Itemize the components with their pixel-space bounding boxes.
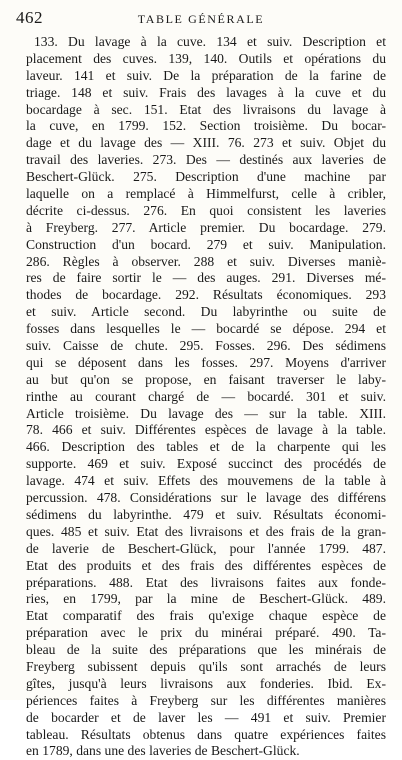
text-line: supporte. 469 et suiv. Exposé succinct des procédés de (26, 456, 386, 472)
text-line: thodes de bocardage. 292. Résultats économiques. 293 (26, 287, 386, 303)
text-line: Etat comparatif des frais qu'exige chaque espèce de (26, 608, 386, 624)
text-line: laveur. 141 et suiv. De la préparation de la farine de (26, 67, 386, 83)
text-line: Article troisième. Du lavage des — sur la table. XIII. (26, 405, 386, 421)
text-line: ques. 485 et suiv. Etat des livraisons et des frais de la gran- (26, 523, 386, 539)
text-line: décrite ci-dessus. 276. En quoi consistent les laveries (26, 202, 386, 218)
text-line: Etat des produits et des frais des différentes espèces de (26, 557, 386, 573)
page-number: 462 (16, 8, 43, 27)
text-line: percussion. 478. Considérations sur le lavage des différens (26, 490, 386, 506)
text-line: Freyberg subissent depuis qu'ils sont arrachés de leurs (26, 658, 386, 674)
text-line: rinthe au courant chargé de — bocardé. 301 et suiv. (26, 388, 386, 404)
text-line: dage et du lavage des — XIII. 76. 273 et suiv. Objet du (26, 135, 386, 151)
text-line: 133. Du lavage à la cuve. 134 et suiv. Description et (34, 34, 386, 49)
page-header (16, 8, 386, 30)
index-text-body (26, 34, 386, 760)
text-line: préparations. 488. Etat des livraisons faites aux fonde- (26, 574, 386, 590)
text-line: gîtes, jusqu'à leurs livraisons aux fonderies. Ibid. Ex- (26, 675, 386, 691)
text-line: bocardage à sec. 151. Etat des livraisons du lavage à (26, 101, 386, 117)
text-line: de laverie de Beschert-Glück, pour l'année 1799. 487. (26, 540, 386, 556)
running-head: TABLE GÉNÉRALE (137, 12, 265, 26)
text-line: bleau de la suite des préparations que les minérais de (26, 642, 386, 658)
text-line: au but qu'on se propose, en faisant traverser le laby- (26, 371, 386, 387)
text-line: sédimens du labyrinthe. 479 et suiv. Résultats économi- (26, 506, 386, 522)
text-line: lavage. 474 et suiv. Effets des mouvemens de la table à (26, 473, 386, 489)
text-line: tableau. Résultats obtenus dans quatre expériences faites (26, 726, 386, 742)
text-line: la cuve, en 1799. 152. Section troisième. Du bocar- (26, 118, 386, 134)
text-line: ries, en 1799, par la mine de Beschert-Glück. 489. (26, 591, 386, 607)
text-line: 78. 466 et suiv. Différentes espèces de lavage à la table. (26, 422, 386, 438)
text-line: triage. 148 et suiv. Frais des lavages à la cuve et du (26, 84, 386, 100)
text-line: préparation avec le prix du minérai préparé. 490. Ta- (26, 625, 386, 641)
text-line: 286. Règles à observer. 288 et suiv. Diverses maniè- (26, 253, 386, 269)
text-line: Construction d'un bocard. 279 et suiv. Manipulation. (26, 236, 386, 252)
text-line: à Freyberg. 277. Article premier. Du bocardage. 279. (26, 219, 386, 235)
text-line: en 1789, dans une des laveries de Beschert-Glück. (26, 743, 300, 759)
text-line: suiv. Caisse de chute. 295. Fosses. 296. Des sédimens (26, 338, 386, 354)
text-line: Beschert-Glück. 275. Description d'une machine par (26, 169, 386, 185)
text-line: 466. Description des tables et de la charpente qui les (26, 439, 386, 455)
text-line: laquelle on a remplacé à Himmelfurst, celle à cribler, (26, 186, 386, 202)
text-line: placement des cuves. 139, 140. Outils et opérations du (26, 50, 386, 66)
text-line: fosses dans lesquelles le — bocardé se dépose. 294 et (26, 321, 386, 337)
text-line: périences faites à Freyberg sur les différentes manières (26, 692, 386, 708)
text-line: res de faire sortir le — des auges. 291. Diverses mé- (26, 270, 386, 286)
text-line: travail des laveries. 273. Des — destinés aux laveries de (26, 152, 386, 168)
text-line: qui se déposent dans les fosses. 297. Moyens d'arriver (26, 354, 386, 370)
text-line: de bocarder et de laver les — 491 et suiv. Premier (26, 709, 386, 725)
text-line: et suiv. Article second. Du labyrinthe ou suite de (26, 304, 386, 320)
